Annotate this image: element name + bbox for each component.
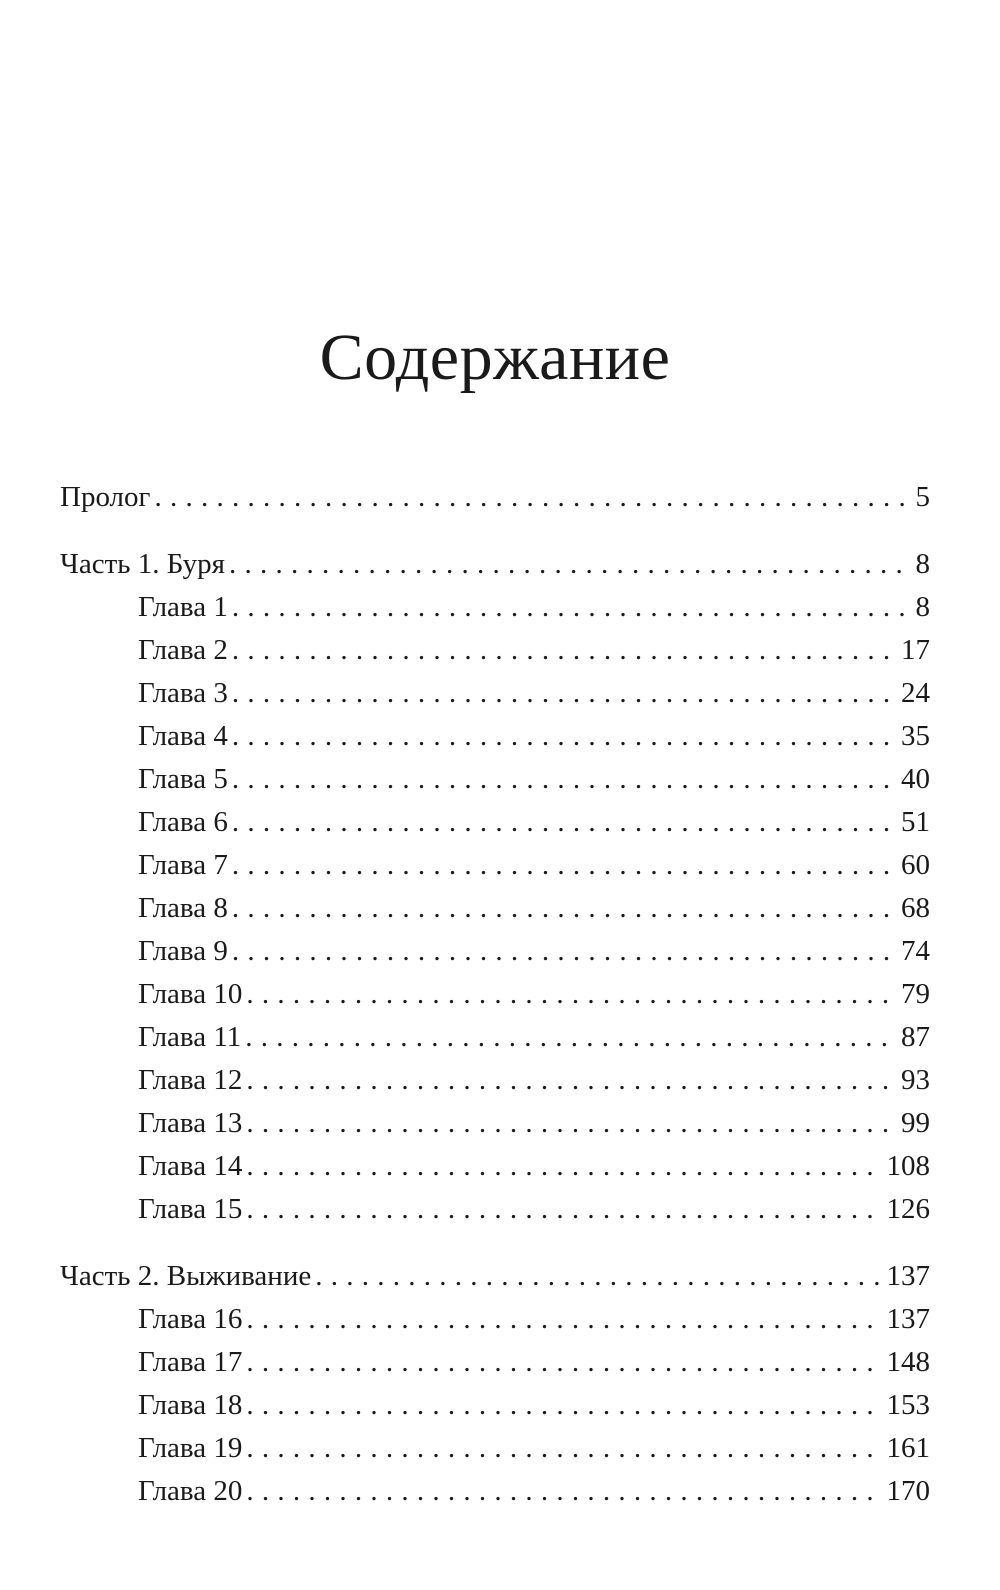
- dot-leader: [232, 887, 897, 930]
- toc-page-number: 126: [886, 1193, 930, 1225]
- toc-page-number: 35: [901, 720, 930, 752]
- toc-entry-chapter: [60, 1298, 930, 1341]
- toc-entry-label: Глава 12: [138, 1064, 243, 1096]
- toc-page-number: 24: [901, 677, 930, 709]
- toc-entry-label: Пролог: [60, 481, 151, 513]
- toc-entry-chapter: [60, 930, 930, 973]
- dot-leader: [232, 801, 897, 844]
- part-1-chapter-list: [60, 586, 930, 1231]
- toc-entry-chapter: [60, 1188, 930, 1231]
- dot-leader: [245, 1016, 897, 1059]
- dot-leader: [229, 543, 911, 586]
- dot-leader: [315, 1255, 882, 1298]
- toc-entry-prologue: [60, 476, 930, 519]
- toc-entry-label: Глава 13: [138, 1107, 243, 1139]
- toc-page-number: 17: [901, 634, 930, 666]
- toc-entry-label: Глава 6: [138, 806, 228, 838]
- toc-entry-part-1: [60, 543, 930, 586]
- toc-page-number: 5: [915, 481, 930, 513]
- toc-entry-label: Часть 2. Выживание: [60, 1260, 312, 1292]
- dot-leader: [246, 1145, 882, 1188]
- dot-leader: [246, 1298, 882, 1341]
- toc-entry-label: Глава 16: [138, 1303, 243, 1335]
- toc-entry-chapter: [60, 715, 930, 758]
- toc-entry-label: Глава 19: [138, 1432, 243, 1464]
- toc-entry-label: Глава 2: [138, 634, 228, 666]
- dot-leader: [232, 629, 897, 672]
- toc-page-number: 60: [901, 849, 930, 881]
- toc-entry-part-2: [60, 1255, 930, 1298]
- toc-entry-chapter: [60, 1470, 930, 1513]
- toc-entry-chapter: [60, 1384, 930, 1427]
- toc-page-number: 93: [901, 1064, 930, 1096]
- toc-entry-chapter: [60, 1016, 930, 1059]
- toc-entry-chapter: [60, 1102, 930, 1145]
- toc-page-number: 148: [886, 1346, 930, 1378]
- toc-entry-chapter: [60, 1341, 930, 1384]
- toc-entry-chapter: [60, 1145, 930, 1188]
- toc-entry-chapter: [60, 586, 930, 629]
- dot-leader: [232, 930, 897, 973]
- part-2-chapter-list: [60, 1298, 930, 1513]
- toc-page-number: 108: [886, 1150, 930, 1182]
- toc-entry-label: Глава 18: [138, 1389, 243, 1421]
- toc-entry-label: Часть 1. Буря: [60, 548, 226, 580]
- toc-entry-label: Глава 17: [138, 1346, 243, 1378]
- toc-entry-label: Глава 8: [138, 892, 228, 924]
- toc-entry-chapter: [60, 629, 930, 672]
- toc-page-number: 8: [915, 591, 930, 623]
- dot-leader: [232, 672, 897, 715]
- toc-page-number: 170: [886, 1475, 930, 1507]
- toc-entry-label: Глава 7: [138, 849, 228, 881]
- toc-entry-chapter: [60, 1059, 930, 1102]
- dot-leader: [154, 476, 911, 519]
- toc-entry-chapter: [60, 844, 930, 887]
- toc-entry-label: Глава 11: [138, 1021, 242, 1053]
- toc-entry-label: Глава 15: [138, 1193, 243, 1225]
- toc-page-number: 87: [901, 1021, 930, 1053]
- dot-leader: [232, 844, 897, 887]
- toc-entry-label: Глава 14: [138, 1150, 243, 1182]
- dot-leader: [232, 586, 912, 629]
- toc-page-number: 137: [886, 1303, 930, 1335]
- dot-leader: [232, 758, 897, 801]
- toc-page-number: 79: [901, 978, 930, 1010]
- dot-leader: [232, 715, 897, 758]
- toc-page-number: 8: [915, 548, 930, 580]
- toc-page-number: 161: [886, 1432, 930, 1464]
- page-title: Содержание: [319, 321, 671, 394]
- toc-page-number: 68: [901, 892, 930, 924]
- dot-leader: [246, 1470, 882, 1513]
- dot-leader: [246, 1384, 882, 1427]
- toc-page-number: 99: [901, 1107, 930, 1139]
- toc-page-number: 153: [886, 1389, 930, 1421]
- dot-leader: [246, 1427, 882, 1470]
- dot-leader: [246, 1341, 882, 1384]
- toc-entry-label: Глава 9: [138, 935, 228, 967]
- toc-entry-label: Глава 4: [138, 720, 228, 752]
- dot-leader: [246, 1059, 897, 1102]
- toc-entry-label: Глава 1: [138, 591, 228, 623]
- toc-entry-chapter: [60, 887, 930, 930]
- toc-page-number: 137: [886, 1260, 930, 1292]
- dot-leader: [246, 1102, 897, 1145]
- toc-page-number: 51: [901, 806, 930, 838]
- toc-entry-label: Глава 10: [138, 978, 243, 1010]
- toc-entry-chapter: [60, 672, 930, 715]
- toc-entry-label: Глава 3: [138, 677, 228, 709]
- table-of-contents: [60, 476, 930, 1513]
- toc-entry-label: Глава 20: [138, 1475, 243, 1507]
- toc-page-number: 74: [901, 935, 930, 967]
- toc-entry-chapter: [60, 1427, 930, 1470]
- toc-entry-chapter: [60, 758, 930, 801]
- dot-leader: [246, 1188, 882, 1231]
- dot-leader: [246, 973, 897, 1016]
- toc-entry-chapter: [60, 801, 930, 844]
- toc-entry-chapter: [60, 973, 930, 1016]
- toc-page-number: 40: [901, 763, 930, 795]
- toc-entry-label: Глава 5: [138, 763, 228, 795]
